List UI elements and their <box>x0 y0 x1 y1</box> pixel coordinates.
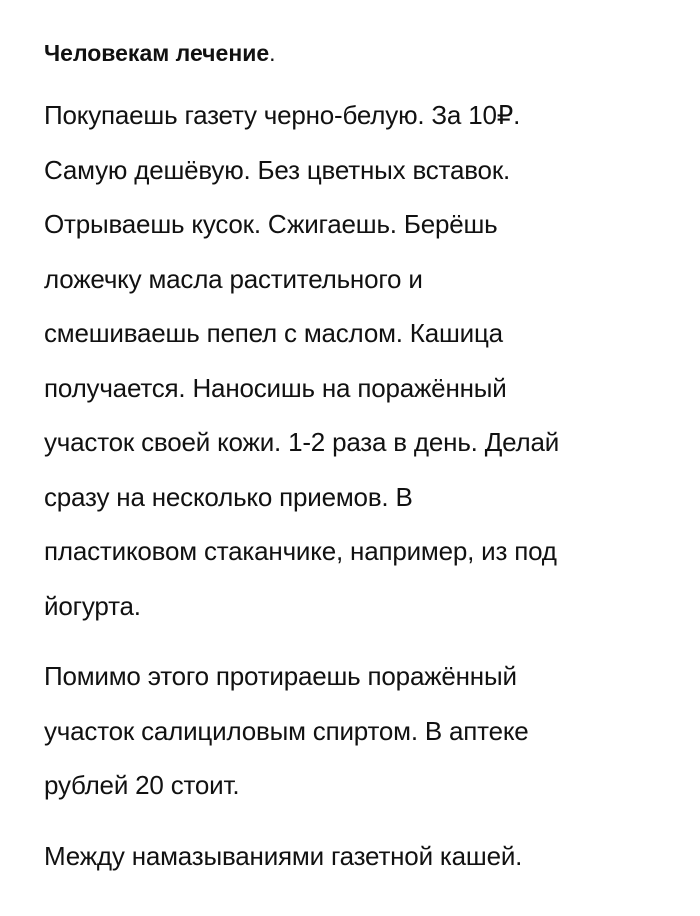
paragraph-line: ложечку масла растительного и <box>44 263 423 294</box>
paragraph-line: смешиваешь пепел с маслом. Кашица <box>44 318 503 348</box>
paragraph-salicylic <box>44 649 674 813</box>
paragraph-line: Помимо этого протираешь поражённый <box>44 661 517 691</box>
paragraph-line: Покупаешь газету черно-белую. За 10₽. <box>44 100 521 130</box>
paragraph-recipe <box>44 88 674 633</box>
paragraph-line: рублей 20 стоит. <box>44 770 240 800</box>
paragraph-line: йогурта. <box>44 590 141 621</box>
paragraph-line: получается. Наносишь на поражённый <box>44 372 507 403</box>
paragraph-line: Отрываешь кусок. Сжигаешь. Берёшь <box>44 209 498 239</box>
paragraph-line: сразу на несколько приемов. В <box>44 481 413 512</box>
paragraph-line: участок салициловым спиртом. В аптеке <box>44 715 529 746</box>
article <box>44 30 674 899</box>
paragraph-between <box>44 829 674 884</box>
article-title <box>44 30 674 76</box>
paragraph-line: пластиковом стаканчике, например, из под <box>44 536 557 566</box>
paragraph-line: Самую дешёвую. Без цветных вставок. <box>44 154 511 185</box>
paragraph-line: участок своей кожи. 1-2 раза в день. Делай <box>44 427 560 457</box>
article-title-bold: Человекам лечение <box>44 40 270 66</box>
article-title-suffix: . <box>269 40 276 66</box>
paragraph-line: Между намазываниями газетной кашей. <box>44 840 523 871</box>
